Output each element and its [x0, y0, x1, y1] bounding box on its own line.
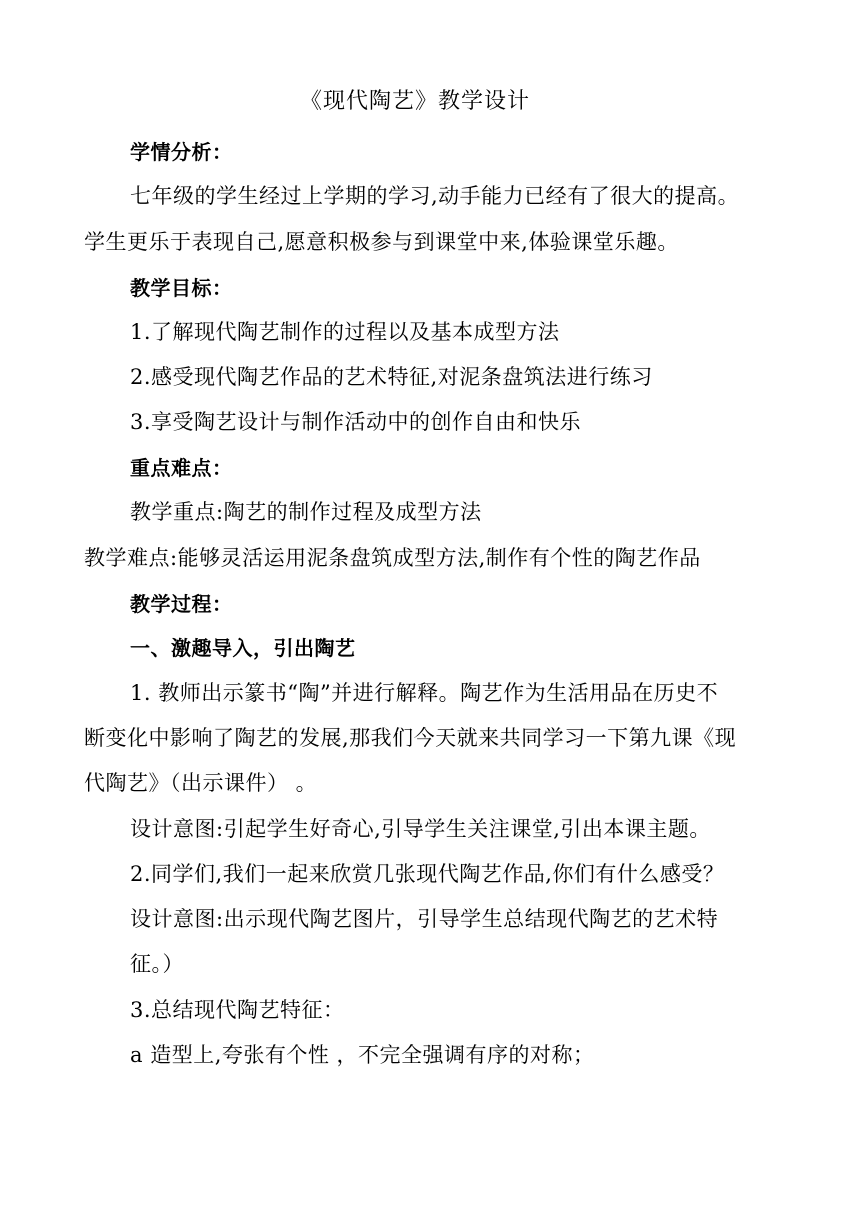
- step-1-line-2: 断变化中影响了陶艺的发展,那我们今天就来共同学习一下第九课《现: [84, 726, 737, 750]
- difficult-point: 教学难点:能够灵活运用泥条盘筑成型方法,制作有个性的陶艺作品: [84, 546, 701, 570]
- goal-item-1: 1.了解现代陶艺制作的过程以及基本成型方法: [130, 320, 560, 344]
- keypoints-heading: 重点难点：: [130, 456, 233, 480]
- analysis-paragraph-line-2: 学生更乐于表现自己,愿意积极参与到课堂中来,体验课堂乐趣。: [84, 230, 679, 254]
- step-3: 3.总结现代陶艺特征：: [130, 998, 345, 1022]
- feature-a: a 造型上,夸张有个性 ，不完全强调有序的对称；: [130, 1043, 595, 1067]
- goal-item-2: 2.感受现代陶艺作品的艺术特征,对泥条盘筑法进行练习: [130, 365, 653, 389]
- document-title: 《现代陶艺》教学设计: [300, 89, 531, 114]
- design-intent-2-line-2: 征。）: [130, 952, 184, 976]
- step-1-line-1: 1. 教师出示篆书“陶”并进行解释。陶艺作为生活用品在历史不: [130, 681, 719, 705]
- analysis-heading: 学情分析：: [130, 140, 233, 164]
- goals-heading: 教学目标：: [130, 276, 233, 300]
- goal-item-3: 3.享受陶艺设计与制作活动中的创作自由和快乐: [130, 410, 582, 434]
- process-heading: 教学过程：: [130, 592, 233, 616]
- step-2: 2.同学们,我们一起来欣赏几张现代陶艺作品,你们有什么感受？: [130, 862, 725, 886]
- design-intent-2-line-1: 设计意图:出示现代陶艺图片，引导学生总结现代陶艺的艺术特: [130, 907, 719, 931]
- analysis-paragraph-line-1: 七年级的学生经过上学期的学习,动手能力已经有了很大的提高。: [130, 184, 740, 208]
- section-1-heading: 一、激趣导入，引出陶艺: [130, 636, 356, 660]
- design-intent-1: 设计意图:引起学生好奇心,引导学生关注课堂,引出本课主题。: [130, 817, 711, 841]
- step-1-line-3: 代陶艺》（出示课件） 。: [84, 771, 318, 795]
- key-point: 教学重点:陶艺的制作过程及成型方法: [130, 500, 482, 524]
